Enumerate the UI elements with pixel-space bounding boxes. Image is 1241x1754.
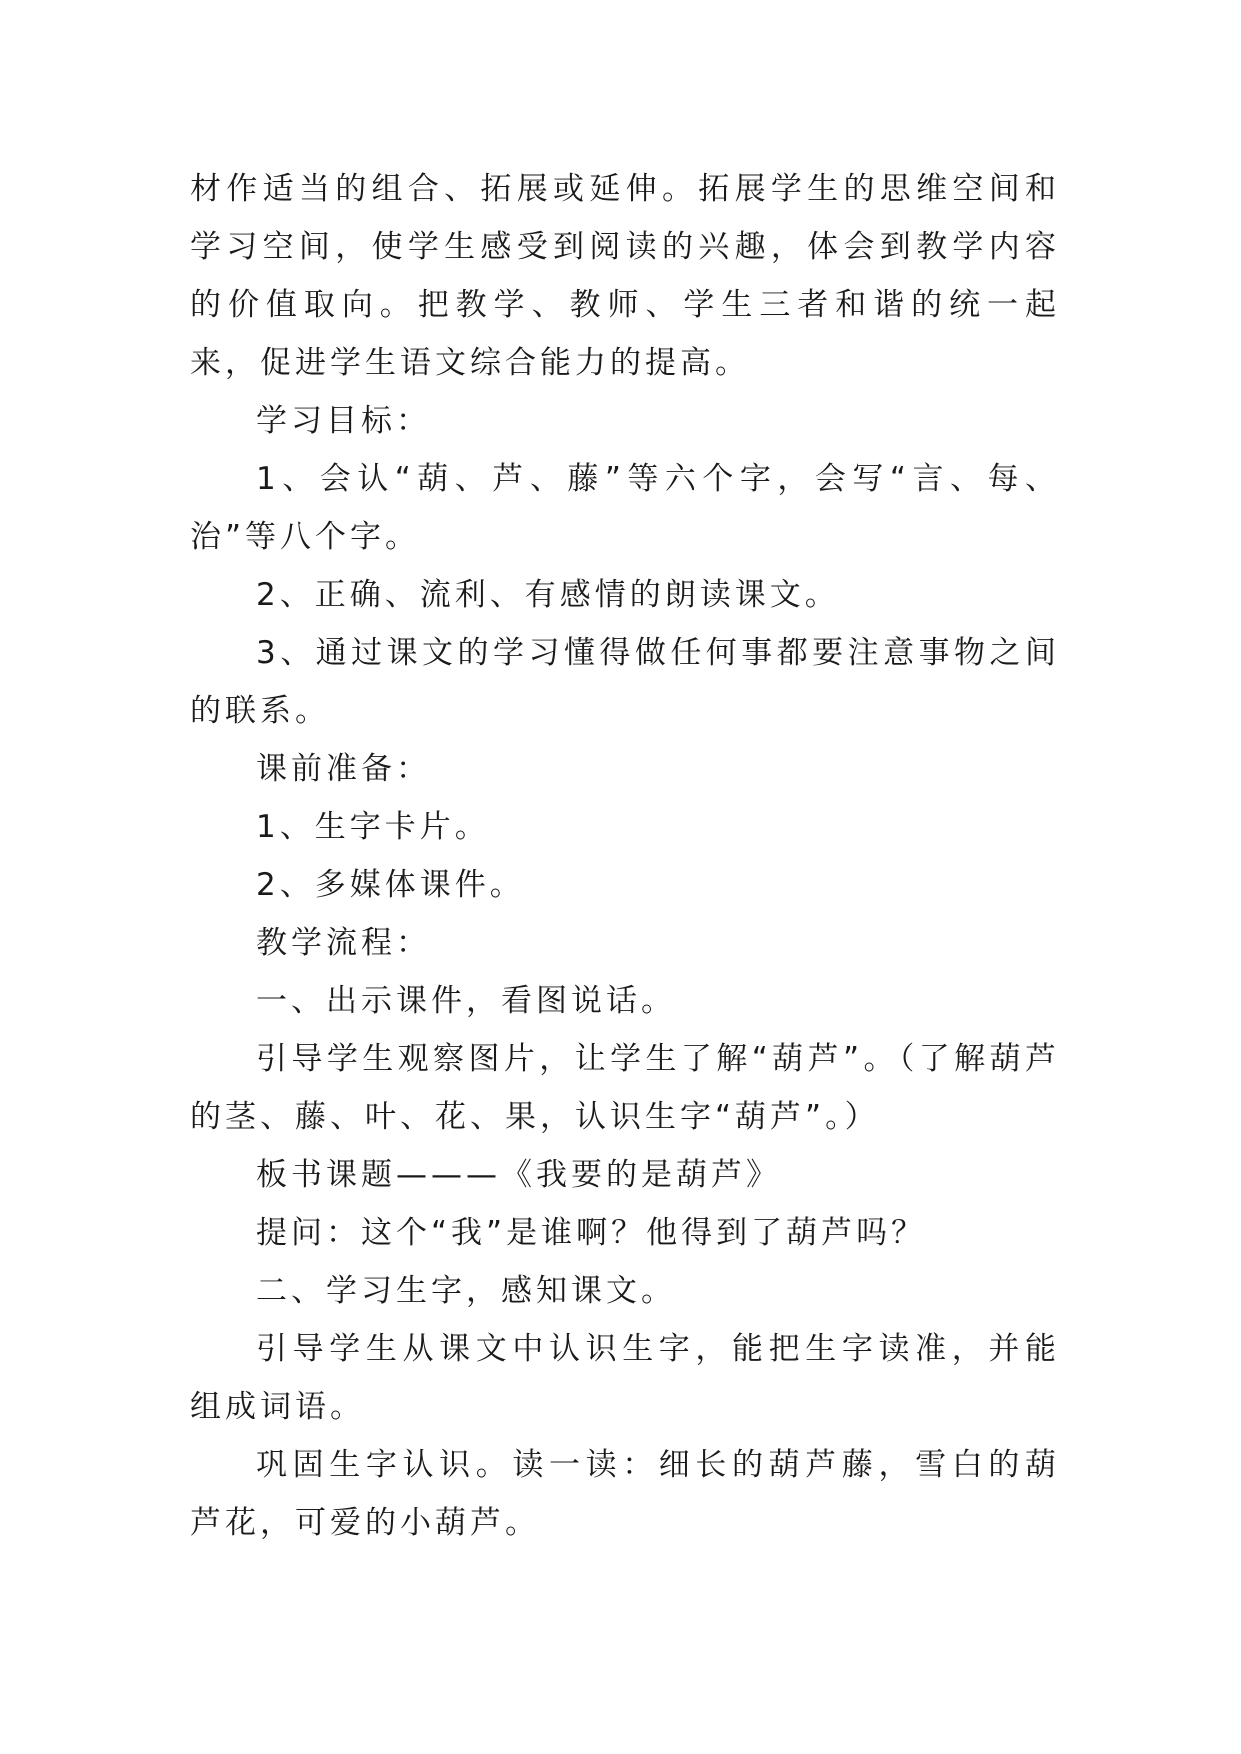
paragraph-intro-continuation: 材作适当的组合、拓展或延伸。拓展学生的思维空间和学习空间，使学生感受到阅读的兴趣，体会到教学内容的价值取向。把教学、教师、学生三者和谐的统一起来，促进学生语文综合能力的提高。: [190, 171, 1060, 381]
paragraph-reinforce-reading: 巩固生字认识。读一读：细长的葫芦藤，雪白的葫芦花，可爱的小葫芦。: [190, 1447, 1060, 1541]
heading-learning-goals: 学习目标：: [256, 403, 431, 439]
goal-item-2: 2、正确、流利、有感情的朗读课文。: [256, 577, 840, 613]
preparation-item-2: 2、多媒体课件。: [256, 867, 525, 903]
heading-teaching-process: 教学流程：: [256, 925, 431, 961]
paragraph-observe-pictures: 引导学生观察图片，让学生了解“葫芦”。（了解葫芦的茎、藤、叶、花、果，认识生字“葫芦”。）: [190, 1041, 1060, 1135]
preparation-item-1: 1、生字卡片。: [256, 809, 490, 845]
process-step-2: 二、学习生字，感知课文。: [256, 1273, 676, 1309]
document-body: [190, 160, 1060, 1552]
paragraph-recognize-characters: 引导学生从课文中认识生字，能把生字读准，并能组成词语。: [190, 1331, 1060, 1425]
goal-item-3: 3、通过课文的学习懂得做任何事都要注意事物之间的联系。: [190, 635, 1060, 729]
heading-preparation: 课前准备：: [256, 751, 431, 787]
process-step-1: 一、出示课件，看图说话。: [256, 983, 676, 1019]
paragraph-question: 提问：这个“我”是谁啊？他得到了葫芦吗？: [256, 1215, 927, 1251]
paragraph-board-title: 板书课题———《我要的是葫芦》: [256, 1157, 781, 1193]
goal-item-1: 1、会认“葫、芦、藤”等六个字，会写“言、每、治”等八个字。: [190, 461, 1060, 555]
